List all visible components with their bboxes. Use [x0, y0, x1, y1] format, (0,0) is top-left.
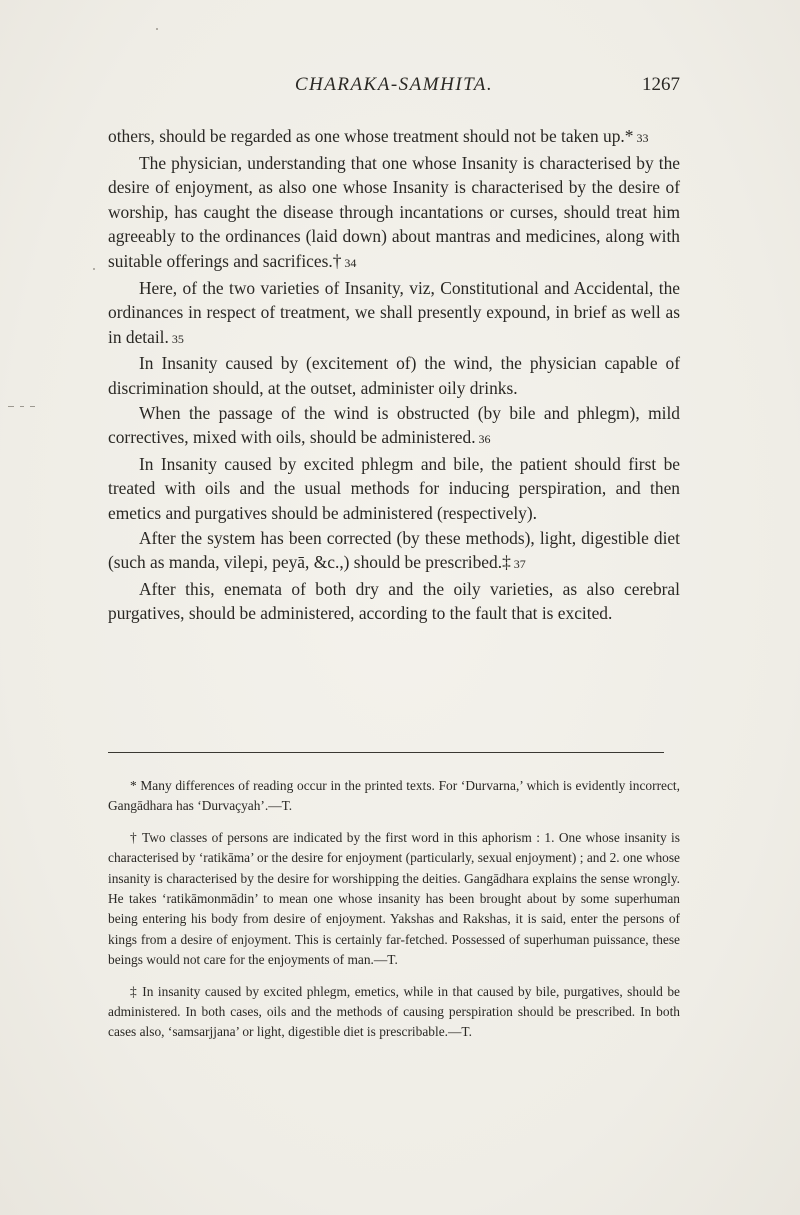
- verse-number: 37: [513, 557, 526, 572]
- verse-number: 34: [344, 255, 357, 270]
- paragraph-text: others, should be regarded as one whose treatment should not be taken up.*: [108, 126, 634, 146]
- running-title: CHARAKA-SAMHITA.: [294, 74, 494, 95]
- verse-number: 36: [478, 432, 491, 447]
- paragraph-text: When the passage of the wind is obstructed (by bile and phlegm), mild correctives, mixed with oils, should be administered.: [108, 402, 680, 448]
- scan-mark: [8, 406, 14, 407]
- page-number: 1267: [642, 74, 680, 95]
- paragraph-text: Here, of the two varieties of Insanity, viz, Constitutional and Accidental, the ordinances in respect of treatment, we shall presently expound, in brief as well as in detail.: [108, 277, 680, 347]
- scan-speck: [93, 268, 95, 270]
- paragraph: [108, 401, 680, 452]
- paragraph: [108, 151, 680, 276]
- paragraph-text: The physician, understanding that one whose Insanity is characterised by the desire of enjoyment, as also one whose Insanity is characterised by the desire of worship, has caught the disease through incantations or curses, should treat him agreeably to the ordinances (laid down) about mantras and medicines, along with suitable offerings and sacrifices.†: [108, 152, 680, 271]
- paragraph: [108, 276, 680, 352]
- paragraph-text: In Insanity caused by excited phlegm and bile, the patient should first be treated with oils and the usual methods for inducing perspiration, and then emetics and purgatives should be administered (respectively).: [108, 453, 680, 523]
- scan-speck: [156, 28, 158, 30]
- paragraph: [108, 351, 680, 400]
- paragraph: [108, 526, 680, 577]
- paragraph: [108, 577, 680, 626]
- footnotes: [108, 776, 680, 1054]
- paragraph-text: After the system has been corrected (by these methods), light, digestible diet (such as manda, vilepi, peyā, &c.,) should be prescribed.‡: [108, 527, 680, 573]
- scan-mark: [20, 406, 24, 407]
- verse-number: 33: [636, 131, 649, 145]
- paragraph: [108, 452, 680, 526]
- paragraph: [108, 124, 680, 151]
- scan-mark: [30, 406, 35, 407]
- paragraph-text: In Insanity caused by (excitement of) the wind, the physician capable of discrimination should, at the outset, administer oily drinks.: [108, 353, 680, 398]
- footnote: * Many differences of reading occur in the printed texts. For ‘Durvarna,’ which is evidently incorrect, Gangādhara has ‘Durvaçyah’.—T.: [108, 778, 680, 814]
- verse-number: 35: [171, 331, 184, 346]
- main-text: [108, 124, 680, 626]
- footnote-divider: [108, 752, 664, 753]
- page-header: [108, 70, 680, 100]
- paragraph-text: After this, enemata of both dry and the oily varieties, as also cerebral purgatives, should be administered, according to the fault that is excited.: [108, 578, 680, 624]
- footnote: † Two classes of persons are indicated by the first word in this aphorism : 1. One whose insanity is characterised by ‘ratikāma’ or the desire for enjoyment (particularly, sexual enjoyment) ; and 2. one whose insanity is characterised by the desire for worshipping the deities. Gangādhara explains the sense wrongly. He takes ‘ratikāmonmādin’ to mean one whose insanity has been brought about by some superhuman being entering his body from desire of enjoyment. Yakshas and Rakshas, it is said, enter the persons of kings from a desire of enjoyment. This is certainly far-fetched. Possessed of superhuman puissance, these beings would not care for the enjoyments of man.—T.: [108, 829, 680, 968]
- footnote: ‡ In insanity caused by excited phlegm, emetics, while in that caused by bile, purgatives, should be administered. In both cases, oils and the methods of causing perspiration should be prescribed. In both cases also, ‘samsarjjana’ or light, digestible diet is prescribable.—T.: [108, 983, 680, 1040]
